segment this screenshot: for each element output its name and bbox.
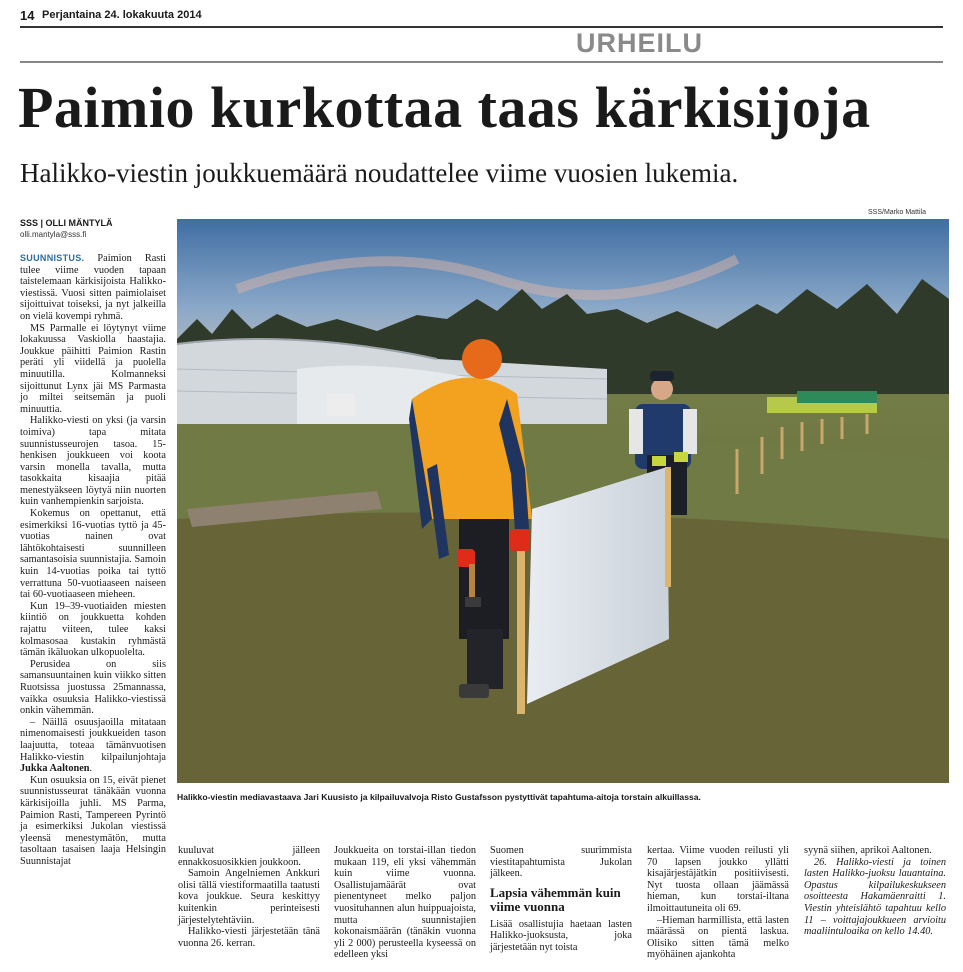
headline: Paimio kurkottaa taas kärkisijoja [18,75,871,140]
article-column-4 [490,845,632,954]
subheadline: Halikko-viestin joukkuemäärä noudattelee viime vuosien lukemia. [20,158,739,188]
article-column-2 [178,845,320,949]
lead-paragraph: SUUNNISTUS. Paimion Rasti tulee viime vuoden tapaan taistelemaan kärkisijoista Halikko-viestissä. Vuosi sitten paimiolaiset sijoittuivat toiseksi, ja nyt jalkeilla on vielä kovempi ryhmä. [20,253,166,322]
kicker: SUUNNISTUS. [20,253,85,263]
header-rule [20,26,943,28]
body-paragraph: syynä siihen, aprikoi Aaltonen. [804,845,932,856]
issue-date: Perjantaina 24. lokakuuta 2014 [42,9,202,21]
body-paragraph: kuuluvat jälleen ennakkosuosikkien joukkoon. [178,845,320,868]
body-paragraph: Joukkueita on torstai-illan tiedon mukaan 119, eli yksi vähemmän kuin viime vuonna. Osallistujamäärät ovat pienentyneet melko paljon vuosituhannen alun huippuajoista, mutta suunnistajien kokonaismäärän (tänäkin vuonna yli 2 000) perusteella kyseessä on edelleen yksi [334,845,476,961]
article-column-1 [20,253,166,867]
section-rule [20,61,943,63]
article-subheading: Lapsia vähemmän kuin viime vuonna [490,884,621,914]
article-column-5 [647,845,789,961]
person-name: Jukka Aaltonen [20,763,90,775]
page-number: 14 [20,8,35,23]
article-column-3 [334,845,476,961]
body-paragraph: kertaa. Viime vuoden reilusti yli 70 lapsen joukko yllätti kisajärjestäjätkin positiivisesti. Nyt tuosta ollaan jäämässä hieman, kun torstai-iltana ilmoittautuneita oli 69. [647,845,789,914]
body-paragraph: – Näillä osuusjaoilla mitataan nimenomaisesti joukkueiden tason laajuutta, toteaa tämänvuotisen Halikko-viestin kilpailunjohtaja Jukka Aaltonen. [20,716,166,775]
body-paragraph: Samoin Angelniemen Ankkuri olisi tällä viestiformaatilla taatusti kova joukkue. Seura keskittyy kuitenkin perinteisesti järjestelytehtäviin. [178,868,320,926]
body-paragraph: Kun osuuksia on 15, eivät pienet suunnistusseurat tänäkään vuonna kärkisijoilla juhli. MS Parma, Paimion Rasti, Tampereen Pyrintö ja esimerkiksi Jukolan viestissä yleensä menestymätön, mutta tasoltaan tasaisen laaja Helsingin Suunnistajat [20,774,166,867]
author-email: olli.mantyla@sss.fi [20,230,87,239]
body-paragraph: Suomen suurimmista viestitapahtumista Jukolan jälkeen. [490,845,632,880]
article-column-6 [804,845,946,938]
body-paragraph: Perusidea on siis samansuuntainen kuin viikko sitten Ruotsissa juostussa 25mannassa, vaikka osuuksia Halikko-viestissä onkin vähemmän. [20,658,166,717]
body-paragraph: –Hieman harmillista, että lasten määrässä on pientä laskua. Olisiko sitten tämä melko myöhäinen ajankohta [647,914,789,961]
body-paragraph: Kokemus on opettanut, että esimerkiksi 16-vuotias tyttö ja 45-vuotias nainen ovat lähtökohtaisesti suunnilleen samantasoisia suunnistajia. Samoin kuin 14-vuotias poika tai tyttö verrattuna 50-vuotiaaseen naiseen tai 60-vuotiaaseen mieheen. [20,508,166,601]
section-label: URHEILU [576,28,703,58]
event-info: 26. Halikko-viesti ja toinen lasten Halikko-juoksu lauantaina. Opastus kilpailukeskukseen osoitteesta Hakamäenraitti 1. Viestin yhteislähtö tapahtuu kello 11 – voittajajoukkueen arvioitu maaliintuloaika on kello 14.40. [804,856,946,938]
article-photo [177,219,949,783]
photo-caption: Halikko-viestin mediavastaava Jari Kuusisto ja kilpailuvalvoja Risto Gustafsson pystyttivät tapahtuma-aitoja torstain alkuillassa. [177,792,701,802]
body-paragraph: Halikko-viesti järjestetään tänä vuonna 26. kerran. [178,926,320,949]
body-paragraph: MS Parmalle ei löytynyt viime lokakuussa Vaskiolla haastajia. Joukkue päihitti Paimion Rastin peräti yli viidellä ja puolella minuutilla. Kolmanneksi sijoittunut Lynx jäi MS Parmasta jo miltei seitsemän ja puoli minuuttia. [20,322,166,415]
photo-credit: SSS/Marko Mattila [868,209,926,216]
byline: SSS | OLLI MÄNTYLÄ [20,218,113,228]
body-paragraph: Halikko-viesti on yksi (ja varsin toimiva) tapa mitata suunnistusseurojen tasoa. 15-henkisen joukkueen voi koota varsin monella tavalla, mutta tasokkaita kisaajia pitää menestyäkseen löytyä niin nuorten kuin vanhempienkin sarjoista. [20,415,166,508]
body-paragraph: Lisää osallistujia haetaan lasten Halikko-juoksusta, joka järjestetään nyt toista [490,918,632,953]
body-paragraph: Kun 19–39-vuotiaiden miesten kiintiö on joukkuetta kohden rajattu viiteen, tulee kaksi kolmasosaa kustakin ryhmästä tämän ikäluokan ulkopuolelta. [20,600,166,659]
